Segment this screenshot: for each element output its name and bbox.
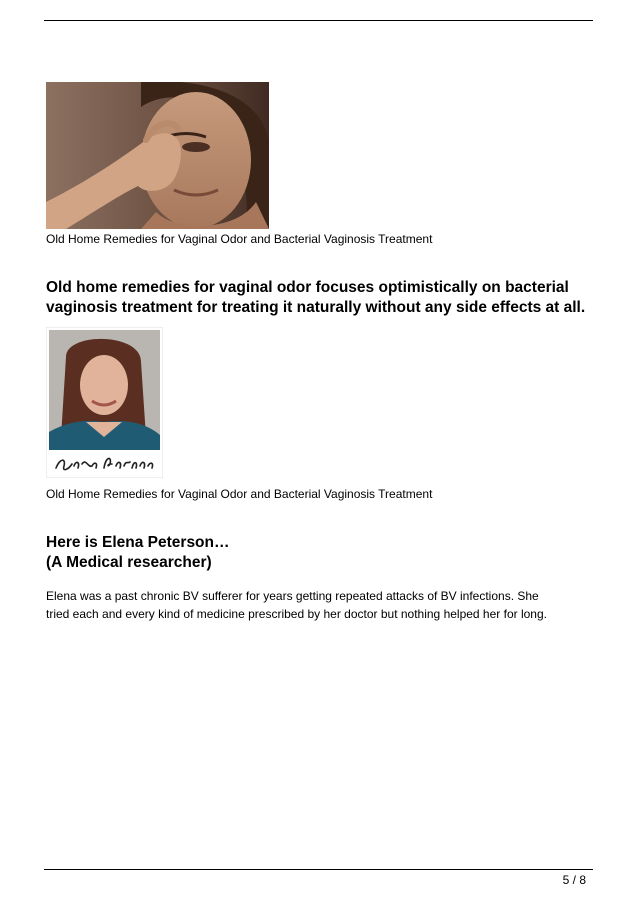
elena-peterson-signature	[46, 450, 163, 478]
researcher-heading: Here is Elena Peterson…	[46, 534, 230, 551]
section-heading: Old home remedies for vaginal odor focuses optimistically on bacterial vaginosis treatment for treating it naturally without any side effects at all.	[46, 279, 586, 316]
body-line-2: tried each and every kind of medicine prescribed by her doctor but nothing helped her for long.	[46, 607, 547, 621]
woman-holding-nose-photo	[46, 82, 269, 229]
figure1-caption: Old Home Remedies for Vaginal Odor and Bacterial Vaginosis Treatment	[46, 232, 433, 246]
elena-peterson-photo	[46, 327, 163, 478]
researcher-subheading: (A Medical researcher)	[46, 554, 212, 571]
figure2-caption: Old Home Remedies for Vaginal Odor and Bacterial Vaginosis Treatment	[46, 487, 433, 501]
body-paragraph	[46, 587, 606, 623]
body-line-1: Elena was a past chronic BV sufferer for years getting repeated attacks of BV infections. She	[46, 589, 539, 603]
footer-rule	[44, 869, 593, 870]
page-number: 5 / 8	[562, 873, 586, 887]
header-rule	[44, 20, 593, 21]
